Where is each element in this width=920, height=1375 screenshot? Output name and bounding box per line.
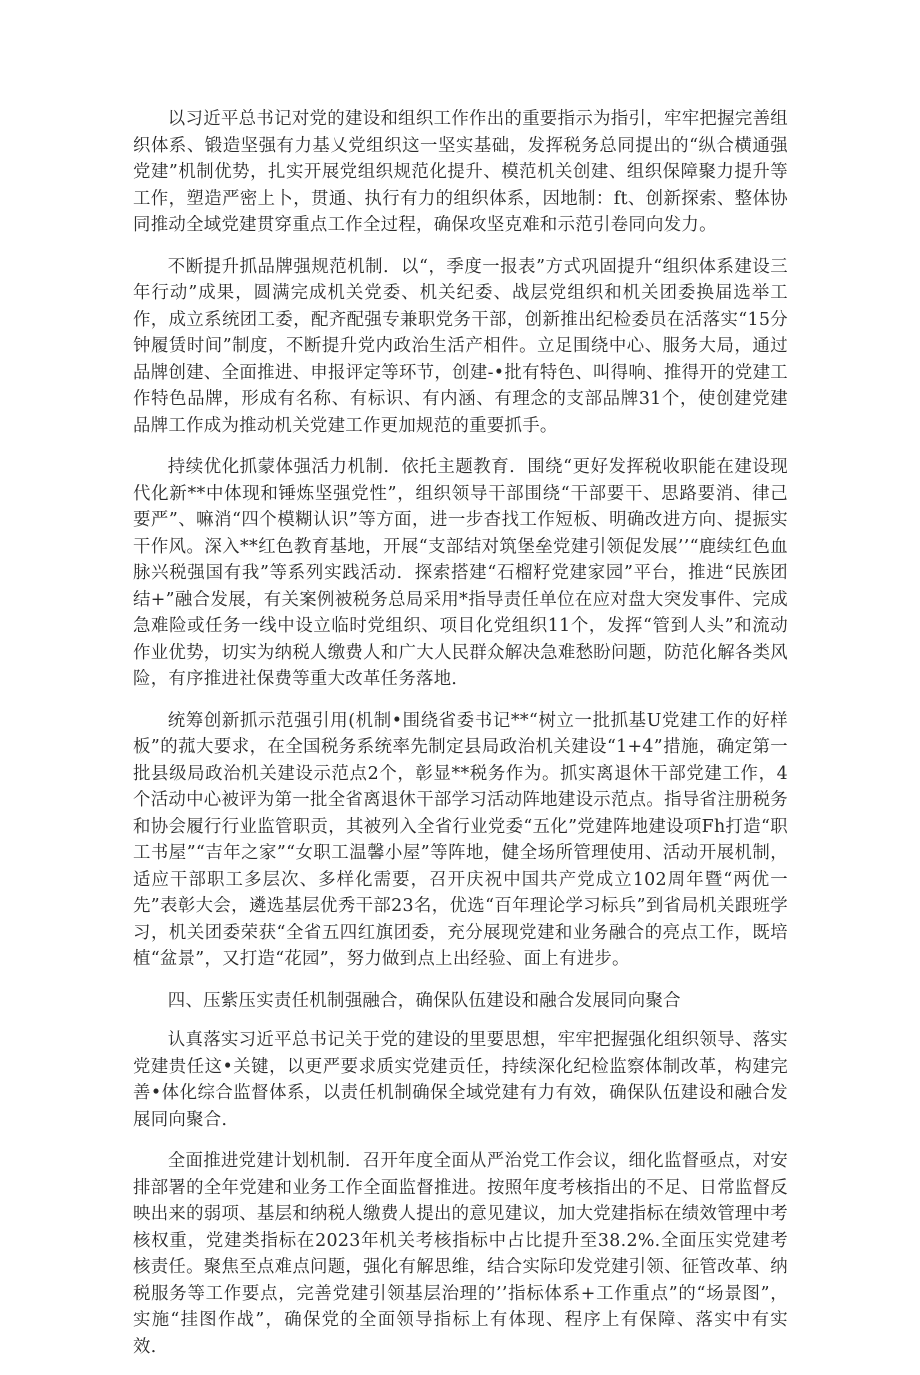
paragraph-intro: 以习近平总书记对党的建设和组织工作作出的重要指示为指引，牢牢把握完善组织体系、锻造坚强有力基乂党组织这一坚实基础，发挥税务总同提出的“纵合横通强党建”机制优势，扎实开展党组织规范化提升、模范机关创建、组织保障聚力提升等工作，塑造严密上卜，贯通、执行有力的组织体系，因地制：ft、创新探索、整体协同推动全域党建贯穿重点工作全过程，确保攻坚克难和示范引卷同向发力。: [133, 109, 788, 235]
document-body: [133, 106, 788, 1375]
section-heading-four: 四、压紫压实责任机制强融合，确保队伍建设和融合发展同向聚合: [167, 990, 681, 1011]
paragraph-brand-mechanism: 不断提升抓品牌强规范机制．以“，季度一报表”方式巩固提升“组织体系建设三年行动”成果，圆满完成机关党委、机关纪委、战层党组织和机关团委换届选举工作，成立系统团工委，配齐配强专兼职党务干部，创新推出纪检委员在活落实“15分钟履赁时间”制度，不断提升党内政治生活产相件。立足围绕中心、服务大局，通过品牌创建、全面推进、申报评定等环节，创建-•批有特色、叫得响、推得开的党建工作特色品牌，形成有名称、有标识、有内涵、有理念的支部品牌31个，使创建党建品牌工作成为推动机关党建工作更加规范的重要抓手。: [133, 256, 788, 436]
paragraph-vitality-mechanism: 持续优化抓蒙体强活力机制．依托主题教育．围绕“更好发挥税收职能在建设现代化新**中体现和锤炼坚强党性”，组织领导干部围绕“干部要干、思路要消、律己要严”、嘛消“四个模糊认识”等方面，进一步杳找工作短板、明确改进方向、提振实干作风。深入**红色教育基地，开展“支部结对筑堡垒党建引领促发展’’“鹿续红色血脉兴税强国有我”等系列实践活动．探索搭建“石榴籽党建家园”平台，推进“民族团结+”融合发展，有关案例被税务总局采用*指导责任单位在应对盘大突发事件、完成急难险或任务一线中设立临时党组织、项目化党组织11个，发挥“管到人头”和流动作业优势，切实为纳税人缴费人和广大人民群众解决急难愁盼问题，防范化解各类风险，有序推进社保费等重大改革任务落地．: [133, 457, 788, 689]
paragraph-plan-mechanism: 全面推进党建计划机制．召开年度全面从严治党工作会议，细化监督亟点，对安排部署的全年党建和业务工作全面监督推进。按照年度考核指出的不足、日常监督反映出来的弱项、基层和纳税人缴费人提出的意见建议，加大党建指标在绩效管理中考核权重，党建类指标在2023年机关考核指标中占比提升至38.2%.全面压实党建考核责任。聚焦至点难点问题，强化有解思维，结合实际印发党建引领、征管改革、纳税服务等工作要点，完善党建引领基层治理的’’指标体系+工作重点”的“场景图”，实施“挂图作战”，确保党的全面领导指标上有体现、程序上有保障、落实中有实效．: [133, 1151, 788, 1357]
paragraph-demonstration-mechanism: 统筹创新抓示范强引用(机制•围绕省委书记**“树立一批抓基U党建工作的好样板”的菰大要求，在全国税务系统率先制定县局政治机关建设“1+4”措施，确定第一批县级局政治机关建设示范点2个，彰显**税务作为。抓实离退休干部党建工作，4个活动中心被评为第一批全省离退休干部学习活动阵地建设示范点。指导省注册税务和协会履行行业监管职贡，其被列入全省行业党委“五化”党建阵地建设项Fh打造“职工书屋”“吉年之家”“女职工温馨小屋”等阵地，健全场所管理使用、活动开展机制，适应干部职工多层次、多样化需要，召开庆祝中国共产党成立102周年暨“两优一先”表彰大会，遴选基层优秀干部23名，优选“百年理论学习标兵”到省局机关跟班学习，机关团委荣获“全省五四红旗团委，充分展现党建和业务融合的亮点工作，既培植“盆景”，又打造“花园”，努力做到点上出经验、面上有进步。: [133, 710, 788, 969]
paragraph-responsibility-intro: 认真落实习近平总书记关于党的建设的里要思想，牢牢把握强化组织领导、落实党建贵任这•关键，以更严要求质实党建贡任，持续深化纪检监察体制改革，构建完善•体化综合监督体系，以责任机制确保全域党建有力有效，确保队伍建设和融合发展同向聚合．: [133, 1030, 788, 1130]
